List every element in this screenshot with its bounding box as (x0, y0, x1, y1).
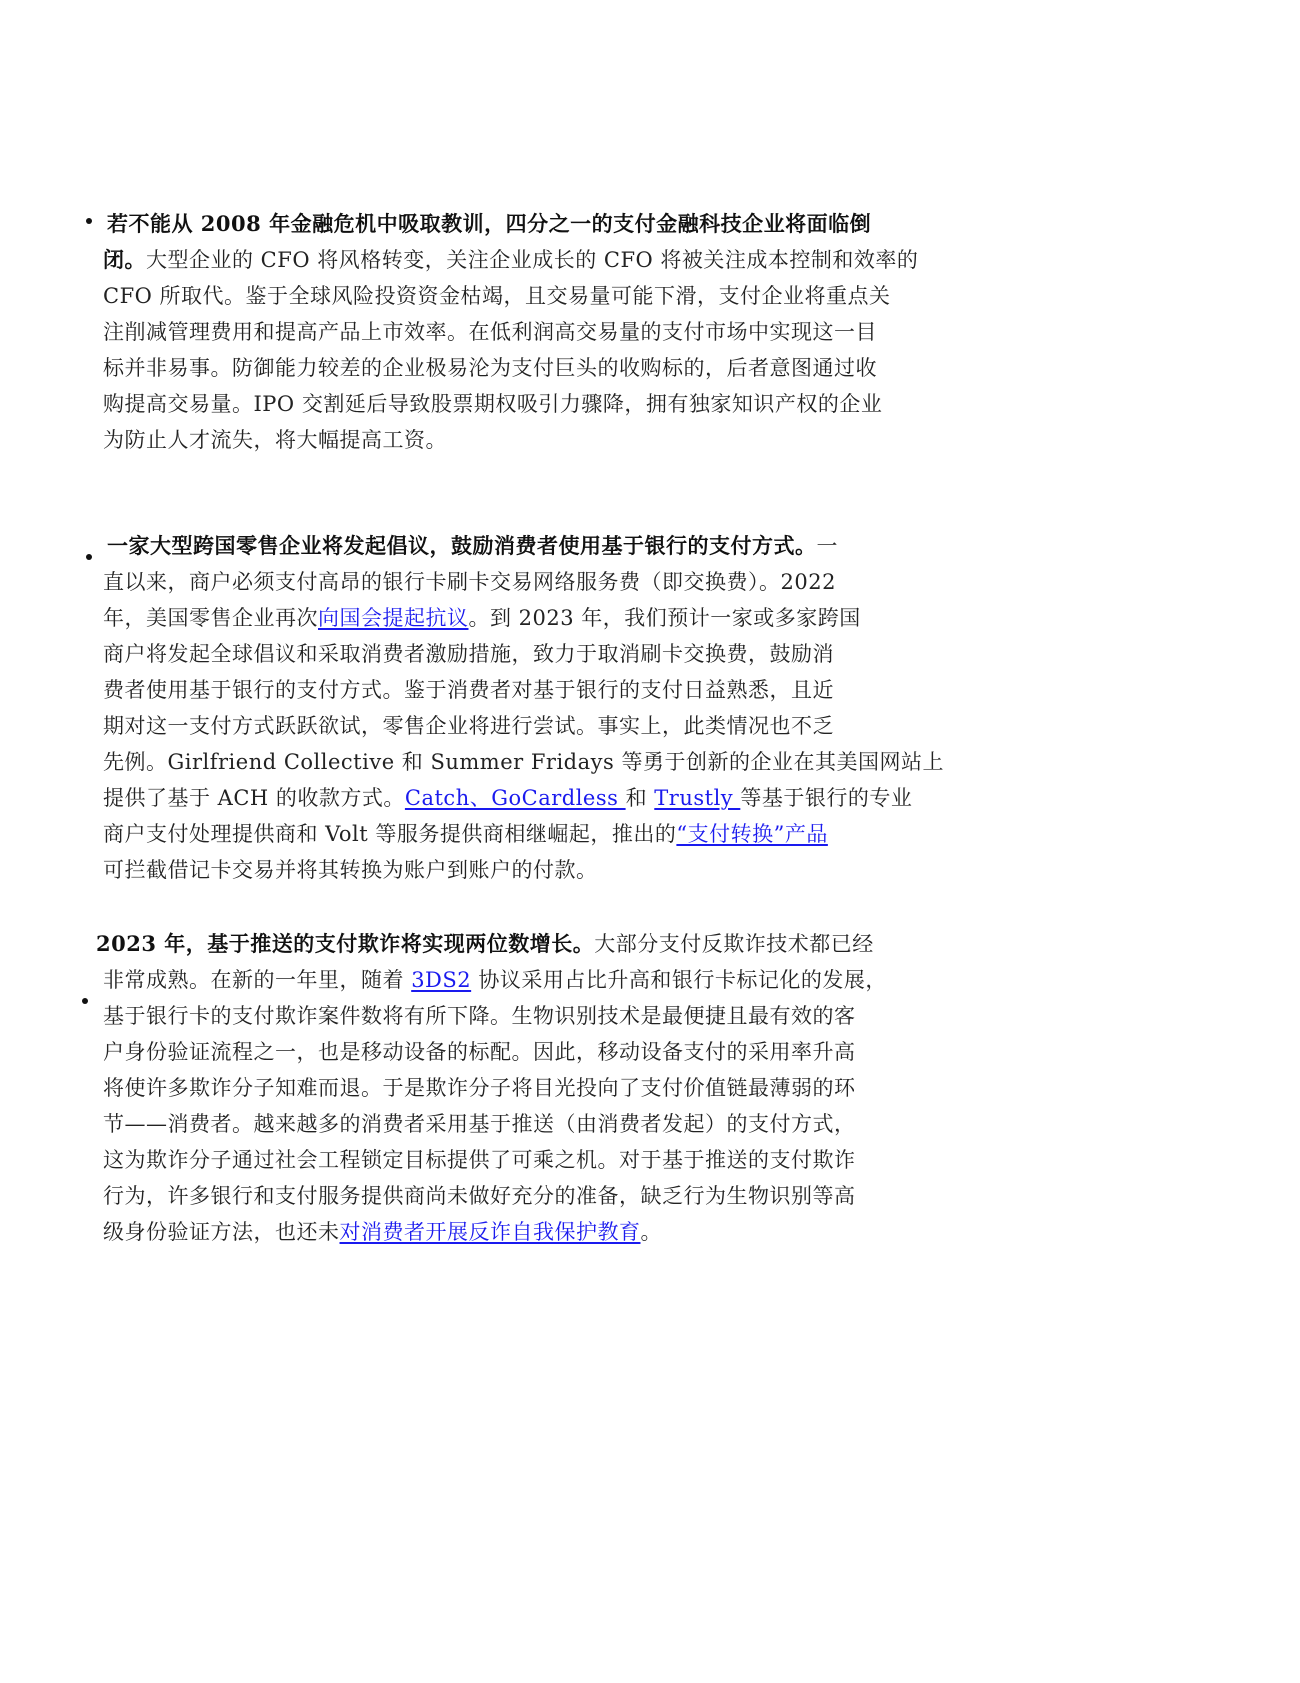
bold-heading: 2023 年，基于推送的支付欺诈将实现两位数增长。 (96, 931, 595, 956)
body-text: 协议采用占比升高和银行卡标记化的发展， (471, 968, 887, 992)
text-line (103, 784, 912, 812)
text-line: CFO 所取代。鉴于全球风险投资资金枯竭，且交易量可能下滑，支付企业将重点关 (103, 284, 891, 308)
text-line: 直以来，商户必须支付高昂的银行卡刷卡交易网络服务费（即交换费）。2022 (103, 570, 836, 594)
text-line: 费者使用基于银行的支付方式。鉴于消费者对基于银行的支付日益熟悉，且近 (103, 678, 834, 702)
text-line: 标并非易事。防御能力较差的企业极易沦为支付巨头的收购标的，后者意图通过收 (103, 356, 877, 380)
text-line (103, 1218, 662, 1246)
text-line: 期对这一支付方式跃跃欲试，零售企业将进行尝试。事实上，此类情况也不乏 (103, 714, 834, 738)
body-text: 大型企业的 CFO 将风格转变，关注企业成长的 CFO 将被关注成本控制和效率的 (146, 248, 919, 272)
text-line (103, 604, 861, 632)
body-text: 商户支付处理提供商和 Volt 等服务提供商相继崛起，推出的 (103, 822, 677, 846)
text-line: 可拦截借记卡交易并将其转换为账户到账户的付款。 (103, 858, 598, 882)
link-3ds2[interactable]: 3DS2 (411, 968, 472, 992)
text-line: 这为欺诈分子通过社会工程锁定目标提供了可乘之机。对于基于推送的支付欺诈 (103, 1148, 856, 1172)
text-line: 节——消费者。越来越多的消费者采用基于推送（由消费者发起）的支付方式， (103, 1112, 856, 1136)
body-text: 提供了基于 ACH 的收款方式。 (103, 786, 405, 810)
text-line (107, 210, 871, 238)
bullet-dot (86, 554, 92, 560)
text-line: 商户将发起全球倡议和采取消费者激励措施，致力于取消刷卡交换费，鼓励消 (103, 642, 834, 666)
text-line: 购提高交易量。IPO 交割延后导致股票期权吸引力骤降，拥有独家知识产权的企业 (103, 392, 883, 416)
body-text: 非常成熟。在新的一年里，随着 (103, 968, 412, 992)
text-line: 注削减管理费用和提高产品上市效率。在低利润高交易量的支付市场中实现这一目 (103, 320, 877, 344)
body-text: 级身份验证方法，也还未 (103, 1220, 340, 1244)
body-text: 和 (625, 786, 655, 810)
body-text: 。到 2023 年，我们预计一家或多家跨国 (468, 606, 861, 630)
text-line: 户身份验证流程之一，也是移动设备的标配。因此，移动设备支付的采用率升高 (103, 1040, 856, 1064)
bullet-dot (86, 218, 92, 224)
bold-heading: 闭。 (103, 247, 146, 272)
body-text: 一 (816, 534, 838, 558)
text-line (96, 930, 874, 958)
body-text: 。 (640, 1220, 662, 1244)
text-line: 基于银行卡的支付欺诈案件数将有所下降。生物识别技术是最便捷且最有效的客 (103, 1004, 856, 1028)
text-line (103, 246, 918, 274)
text-line: 行为，许多银行和支付服务提供商尚未做好充分的准备，缺乏行为生物识别等高 (103, 1184, 856, 1208)
text-line (103, 966, 887, 994)
text-line: 为防止人才流失，将大幅提高工资。 (103, 428, 447, 452)
link-congress-protest[interactable]: 向国会提起抗议 (318, 606, 469, 630)
link-payment-conversion[interactable]: “支付转换”产品 (676, 822, 828, 846)
body-text: 等基于银行的专业 (740, 786, 913, 810)
bold-heading: 若不能从 2008 年金融危机中吸取教训，四分之一的支付金融科技企业将面临倒 (107, 211, 872, 236)
body-text: 年，美国零售企业再次 (103, 606, 318, 630)
text-line (107, 532, 838, 560)
link-trustly[interactable]: Trustly (654, 786, 741, 810)
text-line: 先例。Girlfriend Collective 和 Summer Fridays 等勇于创新的企业在其美国网站上 (103, 750, 944, 774)
bold-heading: 一家大型跨国零售企业将发起倡议，鼓励消费者使用基于银行的支付方式。 (107, 533, 817, 558)
body-text: 大部分支付反欺诈技术都已经 (594, 932, 874, 956)
link-catch-gocardless[interactable]: Catch、GoCardless (404, 786, 626, 810)
bullet-dot (82, 998, 88, 1004)
text-line (103, 820, 828, 848)
text-line: 将使许多欺诈分子知难而退。于是欺诈分子将目光投向了支付价值链最薄弱的环 (103, 1076, 856, 1100)
link-consumer-education[interactable]: 对消费者开展反诈自我保护教育 (339, 1220, 641, 1244)
